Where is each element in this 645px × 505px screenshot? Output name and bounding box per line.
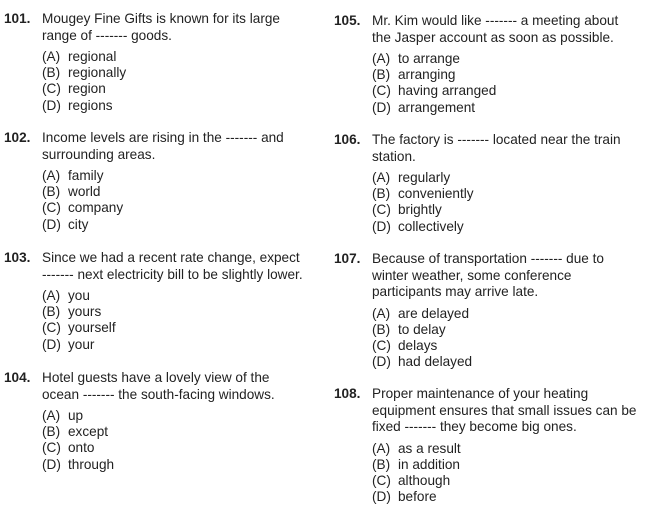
option-b[interactable] — [372, 186, 644, 202]
option-list — [4, 288, 304, 353]
option-label: (B) — [372, 186, 391, 202]
option-a[interactable] — [372, 441, 644, 457]
option-label: (D) — [372, 489, 391, 505]
option-d[interactable] — [372, 219, 644, 235]
option-label: (A) — [42, 168, 61, 183]
question-number: 101. — [4, 11, 31, 26]
option-text: as a result — [398, 440, 461, 456]
option-label: (B) — [372, 67, 391, 83]
option-c[interactable] — [42, 200, 304, 216]
question-text: Since we had a recent rate change, expect ------- next electricity bill to be slightly lower. — [42, 250, 303, 282]
option-text: world — [68, 184, 101, 200]
option-d[interactable] — [42, 98, 304, 114]
question-number: 102. — [4, 130, 31, 145]
option-label: (D) — [372, 218, 391, 234]
option-text: through — [68, 456, 115, 472]
option-text: region — [68, 81, 106, 97]
option-b[interactable] — [42, 304, 304, 320]
option-a[interactable] — [42, 408, 304, 424]
option-text: yourself — [68, 320, 116, 336]
option-text: you — [68, 288, 90, 303]
option-text: to delay — [398, 321, 446, 337]
option-d[interactable] — [42, 457, 304, 473]
option-text: to arrange — [398, 51, 460, 66]
question-105 — [334, 13, 644, 116]
option-text: had delayed — [398, 354, 473, 370]
question-108 — [334, 386, 644, 505]
question-number: 107. — [334, 251, 361, 266]
option-label: (A) — [372, 305, 391, 321]
question-text: Income levels are rising in the ------- and surrounding areas. — [42, 130, 284, 162]
option-label: (B) — [372, 456, 391, 472]
option-label: (A) — [42, 288, 61, 303]
option-text: having arranged — [398, 83, 497, 99]
question-text: Mougey Fine Gifts is known for its large range of ------- goods. — [42, 11, 280, 43]
option-text: are delayed — [398, 305, 470, 321]
option-label: (D) — [42, 97, 61, 113]
option-d[interactable] — [372, 100, 644, 116]
option-b[interactable] — [372, 67, 644, 83]
option-b[interactable] — [372, 457, 644, 473]
option-label: (B) — [42, 424, 61, 440]
option-a[interactable] — [42, 288, 304, 304]
option-label: (D) — [42, 456, 61, 472]
option-label: (C) — [372, 202, 391, 218]
option-text: regularly — [398, 170, 451, 185]
option-text: up — [68, 408, 84, 423]
option-text: your — [68, 336, 95, 352]
question-number: 103. — [4, 250, 31, 265]
question-107 — [334, 251, 644, 370]
option-label: (A) — [42, 408, 61, 423]
option-label: (B) — [42, 65, 61, 81]
option-c[interactable] — [42, 320, 304, 336]
question-number: 105. — [334, 13, 361, 28]
option-label: (C) — [372, 83, 391, 99]
option-label: (A) — [372, 51, 391, 66]
question-104 — [4, 370, 304, 473]
question-number: 106. — [334, 132, 361, 147]
option-label: (D) — [372, 354, 391, 370]
option-text: arrangement — [398, 99, 476, 115]
option-label: (B) — [42, 304, 61, 320]
option-d[interactable] — [42, 217, 304, 233]
option-label: (A) — [372, 440, 391, 456]
option-text: city — [68, 216, 89, 232]
option-d[interactable] — [372, 489, 644, 505]
option-c[interactable] — [42, 440, 304, 456]
option-list — [334, 51, 644, 116]
option-text: before — [398, 489, 437, 505]
option-b[interactable] — [42, 65, 304, 81]
option-a[interactable] — [372, 51, 644, 67]
option-text: regional — [68, 49, 117, 64]
option-label: (B) — [372, 321, 391, 337]
question-text: Proper maintenance of your heating equipment ensures that small issues can be fixed ------- they become big ones. — [372, 386, 637, 434]
question-text: The factory is ------- located near the train station. — [372, 132, 621, 164]
option-text: collectively — [398, 218, 464, 234]
option-c[interactable] — [42, 81, 304, 97]
question-number: 104. — [4, 370, 31, 385]
option-label: (C) — [372, 472, 391, 488]
option-text: except — [68, 424, 109, 440]
option-label: (C) — [42, 81, 61, 97]
question-102 — [4, 130, 304, 233]
option-label: (D) — [42, 216, 61, 232]
option-text: in addition — [398, 456, 460, 472]
option-label: (C) — [42, 320, 61, 336]
option-d[interactable] — [372, 354, 644, 370]
option-a[interactable] — [372, 170, 644, 186]
option-a[interactable] — [42, 168, 304, 184]
option-label: (C) — [42, 440, 61, 456]
option-text: delays — [398, 337, 438, 353]
option-label: (A) — [372, 170, 391, 185]
option-text: regionally — [68, 65, 127, 81]
option-text: although — [398, 472, 451, 488]
question-text: Mr. Kim would like ------- a meeting about the Jasper account as soon as possible. — [372, 13, 619, 45]
option-c[interactable] — [372, 202, 644, 218]
option-c[interactable] — [372, 83, 644, 99]
question-number: 108. — [334, 386, 361, 401]
option-text: company — [68, 200, 124, 216]
option-text: family — [68, 168, 104, 183]
option-text: arranging — [398, 67, 456, 83]
option-list — [4, 168, 304, 233]
option-label: (D) — [372, 99, 391, 115]
option-label: (D) — [42, 336, 61, 352]
question-text: Because of transportation ------- due to winter weather, some conference participants may arrive late. — [372, 251, 604, 299]
option-d[interactable] — [42, 337, 304, 353]
option-c[interactable] — [372, 338, 644, 354]
option-text: regions — [68, 97, 113, 113]
option-b[interactable] — [372, 322, 644, 338]
question-text: Hotel guests have a lovely view of the ocean ------- the south-facing windows. — [42, 370, 275, 402]
question-103 — [4, 250, 304, 353]
option-a[interactable] — [42, 49, 304, 65]
option-label: (B) — [42, 184, 61, 200]
option-text: onto — [68, 440, 95, 456]
option-list — [334, 170, 644, 235]
option-list — [4, 408, 304, 473]
option-a[interactable] — [372, 306, 644, 322]
option-b[interactable] — [42, 184, 304, 200]
option-list — [334, 441, 644, 505]
option-list — [4, 49, 304, 114]
option-b[interactable] — [42, 424, 304, 440]
question-101 — [4, 11, 304, 114]
option-text: yours — [68, 304, 102, 320]
option-c[interactable] — [372, 473, 644, 489]
option-text: brightly — [398, 202, 442, 218]
question-106 — [334, 132, 644, 235]
option-label: (C) — [372, 337, 391, 353]
option-label: (A) — [42, 49, 61, 64]
option-text: conveniently — [398, 186, 474, 202]
option-list — [334, 306, 644, 371]
option-label: (C) — [42, 200, 61, 216]
